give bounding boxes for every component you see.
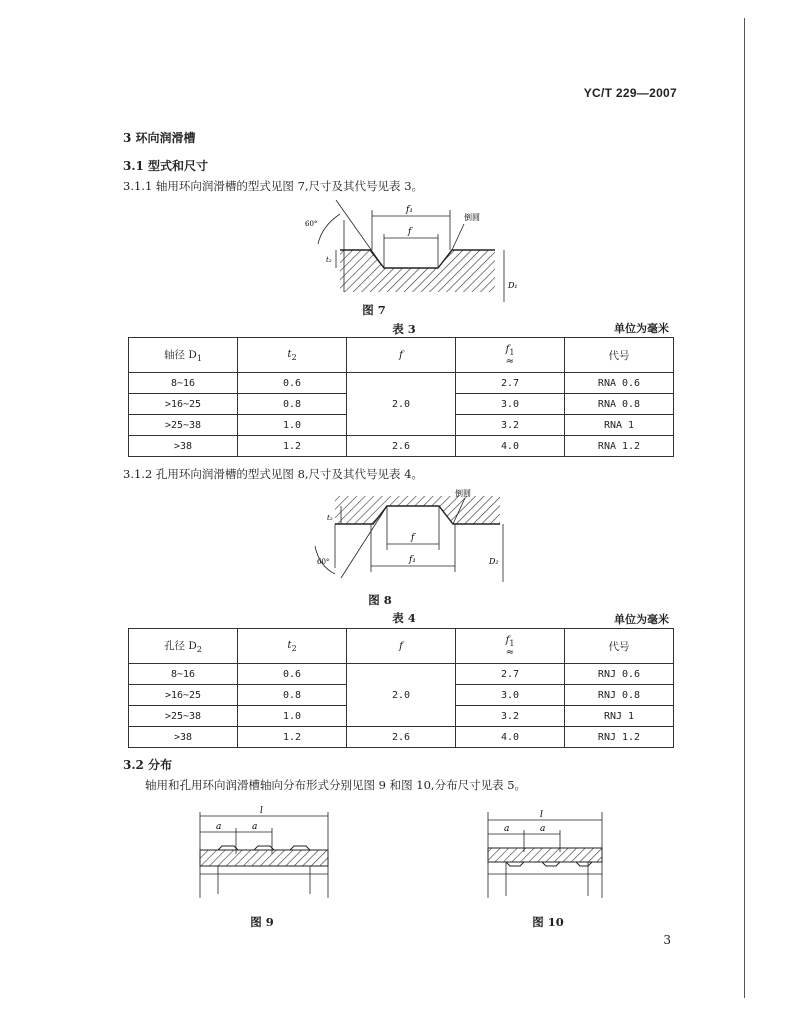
figure-7-caption: 图 7	[362, 303, 386, 317]
fig10-a1-label: a	[504, 824, 510, 834]
table-3-unit: 单位为毫米	[614, 322, 669, 335]
table-cell: 2.7	[456, 373, 565, 394]
table-row	[129, 727, 674, 748]
table-4-title: 表 4	[392, 611, 416, 625]
table-header-cell: 孔径 $D_2$	[129, 629, 238, 664]
page-number: 3	[663, 933, 671, 947]
table-cell: 0.6	[238, 664, 347, 685]
table-cell: 2.0	[347, 664, 456, 727]
table-cell: 2.6	[347, 727, 456, 748]
fig7-chamfer-label: 倒圆	[464, 213, 480, 222]
fig7-t-label: t₂	[326, 256, 332, 264]
table-cell: RNA 1	[565, 415, 674, 436]
fig10-l-label: l	[540, 810, 543, 820]
fig9-a2-label: a	[252, 822, 258, 832]
table-row	[129, 436, 674, 457]
scan-edge-line	[744, 18, 745, 998]
fig9-a1-label: a	[216, 822, 222, 832]
table-cell: 1.0	[238, 706, 347, 727]
table-row	[129, 629, 674, 664]
fig8-angle-label: 60°	[317, 558, 330, 566]
table-cell: 3.2	[456, 706, 565, 727]
fig9-l-label: l	[260, 806, 263, 816]
table-cell: RNA 1.2	[565, 436, 674, 457]
figure-7-drawing	[300, 192, 530, 302]
table-header-cell: f	[347, 629, 456, 664]
table-header-cell: $t_2$	[238, 338, 347, 373]
table-cell: 8~16	[129, 373, 238, 394]
table-cell: 0.8	[238, 394, 347, 415]
table-cell: RNJ 0.6	[565, 664, 674, 685]
table-cell: 1.2	[238, 727, 347, 748]
table-cell: 3.0	[456, 685, 565, 706]
table-cell: >25~38	[129, 706, 238, 727]
figure-8-drawing	[305, 488, 535, 588]
fig8-f1-label: f₁	[409, 555, 416, 565]
fig7-f-label: f	[408, 227, 412, 237]
table-4	[128, 628, 674, 748]
paragraph-3-2: 轴用和孔用环向润滑槽轴向分布形式分别见图 9 和图 10,分布尺寸见表 5。	[145, 778, 527, 792]
fig7-angle-label: 60°	[305, 220, 318, 228]
fig8-d-label: D₂	[489, 557, 499, 566]
table-cell: RNA 0.6	[565, 373, 674, 394]
fig7-f1-label: f₁	[406, 205, 413, 215]
table-cell: RNJ 1.2	[565, 727, 674, 748]
table-cell: >38	[129, 727, 238, 748]
paragraph-3-1-1: 3.1.1 轴用环向润滑槽的型式见图 7,尺寸及其代号见表 3。	[123, 179, 424, 193]
figure-10-drawing	[476, 804, 616, 904]
standard-number: YC/T 229—2007	[583, 86, 677, 100]
figure-10-caption: 图 10	[532, 915, 564, 929]
figure-8-caption: 图 8	[368, 593, 392, 607]
table-header-cell: f	[347, 338, 456, 373]
fig8-chamfer-label: 倒圆	[455, 489, 471, 498]
section-3-title: 3 环向润滑槽	[123, 131, 196, 145]
fig8-f-label: f	[411, 533, 415, 543]
table-row	[129, 373, 674, 394]
table-cell: 1.0	[238, 415, 347, 436]
fig10-a2-label: a	[540, 824, 546, 834]
table-cell: 2.0	[347, 373, 456, 436]
table-header-cell: 代号	[565, 338, 674, 373]
fig8-t-label: t₂	[327, 514, 333, 522]
table-cell: 0.8	[238, 685, 347, 706]
table-cell: 8~16	[129, 664, 238, 685]
table-header-cell: 代号	[565, 629, 674, 664]
table-cell: 2.7	[456, 664, 565, 685]
table-header-cell: $t_2$	[238, 629, 347, 664]
table-3-title: 表 3	[392, 322, 416, 336]
table-cell: 3.2	[456, 415, 565, 436]
table-row	[129, 664, 674, 685]
table-cell: >25~38	[129, 415, 238, 436]
table-header-cell: $f_1$ ≈	[456, 629, 565, 664]
table-row	[129, 338, 674, 373]
table-header-cell: 轴径 $D_1$	[129, 338, 238, 373]
figure-9-caption: 图 9	[250, 915, 274, 929]
table-4-unit: 单位为毫米	[614, 613, 669, 626]
table-3	[128, 337, 674, 457]
table-header-cell: $f_1$ ≈	[456, 338, 565, 373]
table-cell: >38	[129, 436, 238, 457]
table-cell: 4.0	[456, 727, 565, 748]
fig7-d-label: D₁	[508, 281, 518, 290]
table-cell: 1.2	[238, 436, 347, 457]
table-cell: RNJ 0.8	[565, 685, 674, 706]
table-cell: 4.0	[456, 436, 565, 457]
section-3-2-title: 3.2 分布	[123, 758, 173, 772]
section-3-1-title: 3.1 型式和尺寸	[123, 159, 209, 173]
table-cell: >16~25	[129, 394, 238, 415]
table-cell: RNJ 1	[565, 706, 674, 727]
figure-9-drawing	[188, 802, 348, 902]
paragraph-3-1-2: 3.1.2 孔用环向润滑槽的型式见图 8,尺寸及其代号见表 4。	[123, 467, 424, 481]
table-cell: 0.6	[238, 373, 347, 394]
table-cell: 2.6	[347, 436, 456, 457]
table-cell: 3.0	[456, 394, 565, 415]
table-cell: >16~25	[129, 685, 238, 706]
table-cell: RNA 0.8	[565, 394, 674, 415]
